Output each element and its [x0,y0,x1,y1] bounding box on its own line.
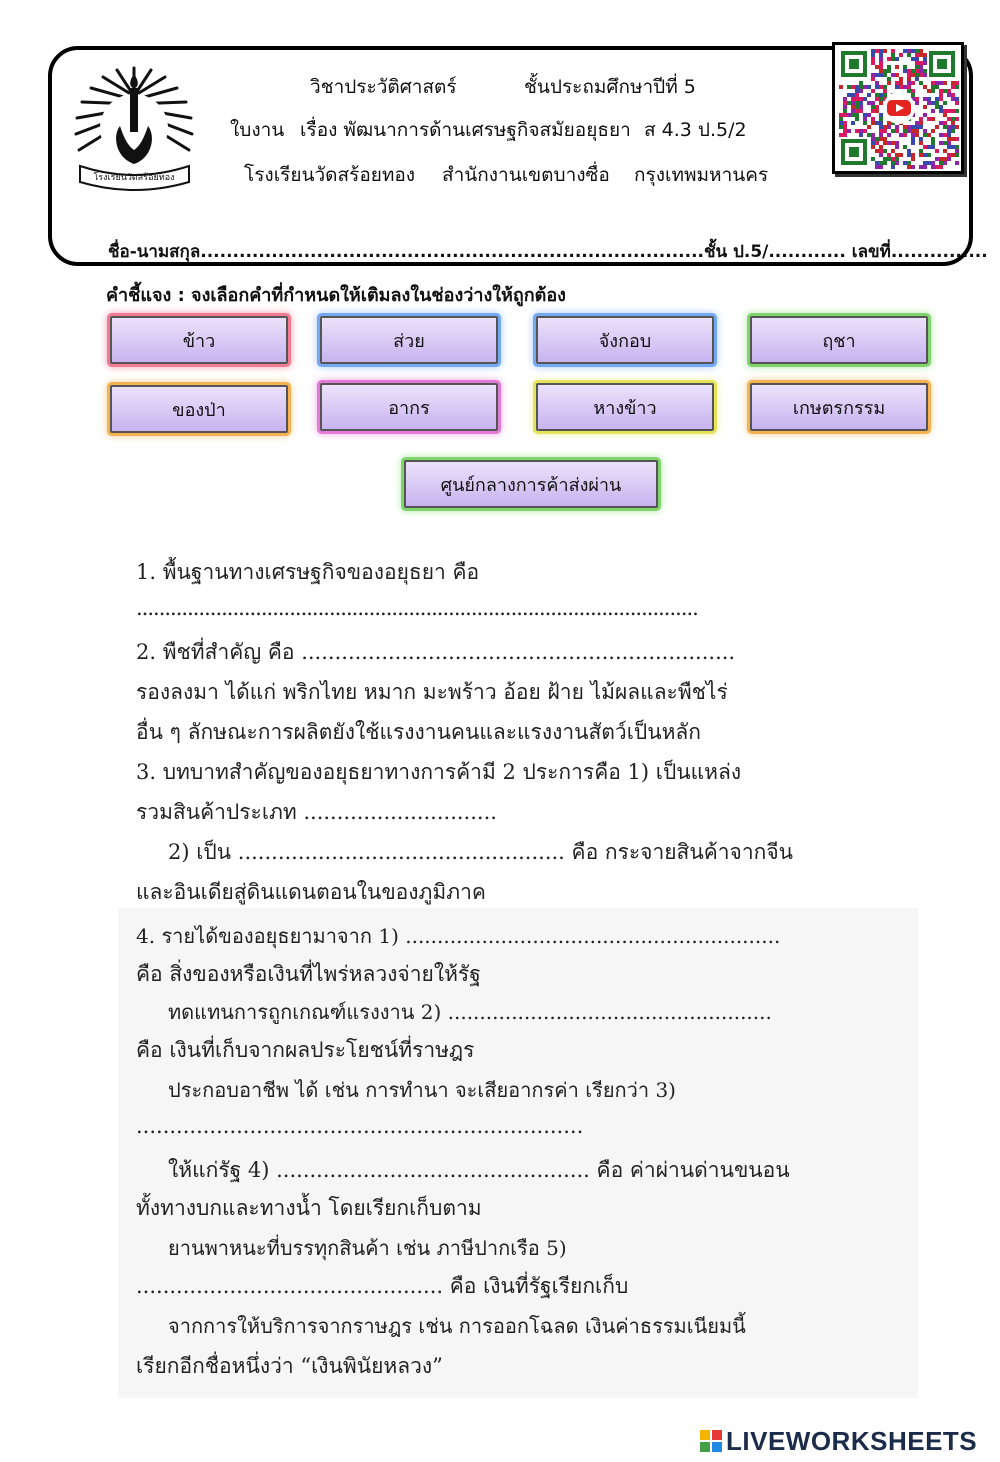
district-office: สำนักงานเขตบางซื่อ [442,164,610,186]
question-4-line-4: คือ เงินที่เก็บจากผลประโยชน์ที่ราษฎร [136,1038,475,1062]
word-box-9[interactable]: ศูนย์กลางการค้าส่งผ่าน [404,460,658,508]
word-box-6[interactable]: อากร [320,383,498,431]
course-code: ส 4.3 ป.5/2 [644,119,747,141]
question-3-line-3[interactable]: 2) เป็น ................................................. คือ กระจายสินค้าจากจีน [168,840,794,864]
question-4-line-5: ประกอบอาชีพ ได้ เช่น การทำนา จะเสียอากรค่า เรียกว่า 3) [168,1078,676,1102]
question-4-line-9: ยานพาหนะที่บรรทุกสินค้า เช่น ภาษีปากเรือ 5) [168,1236,567,1260]
word-box-8[interactable]: เกษตรกรรม [750,383,928,431]
word-box-1[interactable]: ข้าว [110,316,288,364]
student-info-line: ชื่อ-นามสกุล..............................................................................ชั้น ป.5/............ เลขที่............... [108,242,988,262]
school-logo-icon [72,66,197,191]
question-4-line-8: ทั้งทางบกและทางน้ำ โดยเรียกเก็บตาม [136,1196,482,1220]
word-box-4[interactable]: ฤชา [750,316,928,364]
logo-banner-text: โรงเรียนวัดสร้อยทอง [93,173,175,183]
word-box-5[interactable]: ของป่า [110,385,288,433]
question-2-line-2: รองลงมา ได้แก่ พริกไทย หมาก มะพร้าว อ้อย ฝ้าย ไม้ผลและพืชไร่ [136,680,728,704]
question-4-line-7[interactable]: ให้แก่รัฐ 4) ............................................... คือ ค่าผ่านด่านขนอน [168,1158,790,1182]
school-name: โรงเรียนวัดสร้อยทอง [244,164,416,186]
youtube-icon [883,92,915,124]
question-2[interactable]: 2. พืชที่สำคัญ คือ ................................................................. [136,640,736,664]
question-1-blank[interactable]: ................................................................................................... [136,596,698,620]
question-4-line-3[interactable]: ทดแทนการถูกเกณฑ์แรงงาน 2) ................................................... [168,1000,772,1024]
liveworksheets-logo-icon [700,1430,722,1452]
city-name: กรุงเทพมหานคร [634,164,769,186]
instruction-text: คำชี้แจง : จงเลือกคำที่กำหนดให้เติมลงในช่องว่างให้ถูกต้อง [106,285,566,306]
grade-title: ชั้นประถมศึกษาปีที่ 5 [524,76,696,98]
question-3-line-4: และอินเดียสู่ดินแดนตอนในของภูมิภาค [136,880,486,904]
qr-code-icon[interactable] [832,42,964,174]
question-4[interactable]: 4. รายได้ของอยุธยามาจาก 1) ........................................................... [136,924,781,948]
question-4-line-2: คือ สิ่งของหรือเงินที่ไพร่หลวงจ่ายให้รัฐ [136,962,481,986]
question-3: 3. บทบาทสำคัญของอยุธยาทางการค้ามี 2 ประการคือ 1) เป็นแหล่ง [136,760,742,784]
word-box-7[interactable]: หางข้าว [536,383,714,431]
topic-title: เรื่อง พัฒนาการด้านเศรษฐกิจสมัยอยุธยา [300,119,631,141]
question-2-line-3: อื่น ๆ ลักษณะการผลิตยังใช้แรงงานคนและแรงงานสัตว์เป็นหลัก [136,720,702,744]
question-4-line-11: จากการให้บริการจากราษฎร เช่น การออกโฉลด เงินค่าธรรมเนียมนี้ [168,1314,746,1338]
worksheet-label: ใบงาน [230,119,285,141]
word-box-2[interactable]: ส่วย [320,316,498,364]
liveworksheets-brand[interactable]: LIVEWORKSHEETS [726,1426,978,1456]
question-4-line-6[interactable]: ................................................................... [136,1114,584,1138]
question-4-line-10[interactable]: .............................................. คือ เงินที่รัฐเรียกเก็บ [136,1274,629,1298]
question-1: 1. พื้นฐานทางเศรษฐกิจของอยุธยา คือ [136,560,480,584]
word-box-3[interactable]: จังกอบ [536,316,714,364]
question-4-line-12: เรียกอีกชื่อหนึ่งว่า “เงินพินัยหลวง” [136,1354,443,1378]
question-3-line-2[interactable]: รวมสินค้าประเภท ............................. [136,800,497,824]
subject-title: วิชาประวัติศาสตร์ [310,76,457,98]
